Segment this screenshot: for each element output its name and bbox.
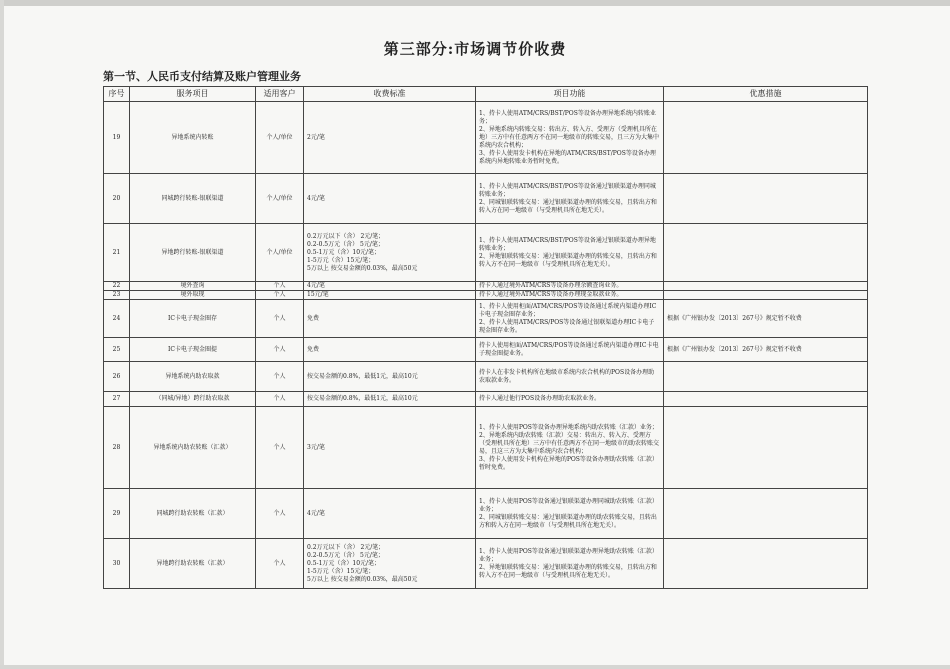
cell-fee: 2元/笔 [304, 102, 476, 174]
table-row [104, 174, 868, 224]
cell-customer: 个人 [256, 291, 304, 300]
cell-no: 21 [104, 224, 130, 282]
table-row [104, 489, 868, 539]
cell-function: 1、持卡人使用柜面/ATM/CRS/POS等设备通过系统内渠道办理IC卡电子现金圈存业务； 2、持卡人使用ATM/CRS/POS等设备通过银联渠道办理IC卡电子现金圈存业务。 [476, 300, 664, 338]
scan-edge-left [0, 0, 4, 669]
scan-edge-bottom [0, 665, 950, 669]
header-discount: 优惠措施 [664, 87, 868, 102]
table-row [104, 102, 868, 174]
table-row [104, 539, 868, 589]
cell-service: （同城/异地）跨行助农取款 [130, 392, 256, 407]
cell-customer: 个人 [256, 362, 304, 392]
cell-customer: 个人 [256, 300, 304, 338]
cell-service: 异地系统内助农取款 [130, 362, 256, 392]
cell-customer: 个人 [256, 338, 304, 362]
cell-no: 27 [104, 392, 130, 407]
cell-discount [664, 174, 868, 224]
cell-function: 1、持卡人使用POS等设备办理异地系统内助农转账（汇款）业务； 2、异地系统内助农转账（汇款）交易：转出方、转入方、受理方（受理机具所在地）三方中有任意两方不在同一地级市的助农转账交易，且这三方为大集中系统内农合机构； 3、持卡人使用发卡机构在异地的POS等设备办理助农转账（汇款）暂时免费。 [476, 407, 664, 489]
page-title: 第三部分:市场调节价收费 [383, 40, 567, 58]
header-fee: 收费标准 [304, 87, 476, 102]
cell-function: 持卡人使用柜面/ATM/CRS/POS等设备通过系统内渠道办理IC卡电子现金圈提业务。 [476, 338, 664, 362]
cell-discount [664, 282, 868, 291]
cell-customer: 个人 [256, 392, 304, 407]
header-no: 序号 [104, 87, 130, 102]
cell-no: 20 [104, 174, 130, 224]
cell-service: IC卡电子现金圈存 [130, 300, 256, 338]
cell-fee: 4元/笔 [304, 489, 476, 539]
cell-discount [664, 489, 868, 539]
cell-no: 29 [104, 489, 130, 539]
table-row [104, 282, 868, 291]
cell-discount [664, 362, 868, 392]
cell-function: 1、持卡人使用POS等设备通过银联渠道办理同城助农转账（汇款）业务； 2、同城银联转账交易：通过银联渠道办理的助农转账交易，且转出方和转入方在同一地级市（与受理机具所在地无关）。 [476, 489, 664, 539]
section-title: 第一节、人民币支付结算及账户管理业务 [103, 70, 301, 83]
cell-discount [664, 539, 868, 589]
scan-edge-top [0, 0, 950, 6]
cell-fee: 15元/笔 [304, 291, 476, 300]
cell-discount [664, 291, 868, 300]
cell-fee: 免费 [304, 338, 476, 362]
cell-function: 持卡人通过他行POS设备办理助农取款业务。 [476, 392, 664, 407]
cell-customer: 个人/单位 [256, 224, 304, 282]
cell-fee: 4元/笔 [304, 282, 476, 291]
cell-no: 25 [104, 338, 130, 362]
cell-function: 持卡人通过境外ATM/CRS等设备办理余额查询业务。 [476, 282, 664, 291]
cell-discount [664, 102, 868, 174]
header-customer: 适用客户 [256, 87, 304, 102]
cell-customer: 个人 [256, 489, 304, 539]
table-row [104, 224, 868, 282]
cell-service: 异地跨行转账-银联渠道 [130, 224, 256, 282]
cell-fee: 免费 [304, 300, 476, 338]
cell-customer: 个人 [256, 407, 304, 489]
cell-service: 境外取现 [130, 291, 256, 300]
cell-fee: 0.2万元以下（含） 2元/笔； 0.2-0.5万元（含） 5元/笔； 0.5-1万元（含）10元/笔； 1-5万元（含）15元/笔； 5万以上 按交易金额的0.03%，最高50元 [304, 539, 476, 589]
cell-no: 19 [104, 102, 130, 174]
cell-service: IC卡电子现金圈提 [130, 338, 256, 362]
cell-no: 30 [104, 539, 130, 589]
cell-function: 1、持卡人使用ATM/CRS/BST/POS等设备通过银联渠道办理同城转账业务； 2、同城银联转账交易：通过银联渠道办理的转账交易，且转出方和转入方在同一地级市（与受理机具所在地无关）。 [476, 174, 664, 224]
cell-no: 26 [104, 362, 130, 392]
cell-function: 1、持卡人使用ATM/CRS/BST/POS等设备办理异地系统内转账业务； 2、异地系统内转账交易：转出方、转入方、受理方（受理机具所在地）三方中有任意两方不在同一地级市的转账交易，且三方为大集中系统内农合机构； 3、持卡人使用发卡机构在异地的ATM/CRS/BST/POS等设备办理系统内异地转账业务暂时免费。 [476, 102, 664, 174]
table-row [104, 338, 868, 362]
cell-service: 同城跨行助农转账（汇款） [130, 489, 256, 539]
cell-service: 异地系统内转账 [130, 102, 256, 174]
table-row [104, 392, 868, 407]
table-row [104, 362, 868, 392]
table-row [104, 407, 868, 489]
cell-no: 28 [104, 407, 130, 489]
cell-fee: 按交易金额的0.8%，最低1元，最高10元 [304, 392, 476, 407]
cell-function: 1、持卡人使用ATM/CRS/BST/POS等设备通过银联渠道办理异地转账业务； 2、异地银联转账交易：通过银联渠道办理的转账交易，且转出方和转入方不在同一地级市（与受理机具所在地无关）。 [476, 224, 664, 282]
cell-fee: 按交易金额的0.8%，最低1元，最高10元 [304, 362, 476, 392]
cell-service: 异地系统内助农转账（汇款） [130, 407, 256, 489]
cell-function: 1、持卡人使用POS等设备通过银联渠道办理异地助农转账（汇款）业务； 2、异地银联转账交易：通过银联渠道办理的转账交易，且转出方和转入方不在同一地级市（与受理机具所在地无关）。 [476, 539, 664, 589]
cell-fee: 4元/笔 [304, 174, 476, 224]
cell-function: 持卡人在非发卡机构所在地级市系统内农合机构的POS设备办理助农取款业务。 [476, 362, 664, 392]
header-service: 服务项目 [130, 87, 256, 102]
cell-customer: 个人/单位 [256, 102, 304, 174]
cell-service: 同城跨行转账-银联渠道 [130, 174, 256, 224]
cell-no: 24 [104, 300, 130, 338]
cell-discount [664, 224, 868, 282]
cell-customer: 个人 [256, 282, 304, 291]
cell-fee: 3元/笔 [304, 407, 476, 489]
cell-customer: 个人 [256, 539, 304, 589]
table-row [104, 300, 868, 338]
header-function: 项目功能 [476, 87, 664, 102]
cell-discount: 根据《广州银办发〔2013〕267号》规定暂不收费 [664, 300, 868, 338]
cell-function: 持卡人通过境外ATM/CRS等设备办理现金取款业务。 [476, 291, 664, 300]
table-header-row [104, 87, 868, 102]
cell-fee: 0.2万元以下（含） 2元/笔； 0.2-0.5万元（含） 5元/笔； 0.5-1万元（含）10元/笔； 1-5万元（含）15元/笔； 5万以上 按交易金额的0.03%，最高50元 [304, 224, 476, 282]
cell-service: 异地跨行助农转账（汇款） [130, 539, 256, 589]
cell-no: 22 [104, 282, 130, 291]
cell-customer: 个人/单位 [256, 174, 304, 224]
cell-service: 境外查询 [130, 282, 256, 291]
fee-table [103, 86, 868, 589]
cell-discount [664, 407, 868, 489]
cell-no: 23 [104, 291, 130, 300]
cell-discount: 根据《广州银办发〔2013〕267号》规定暂不收费 [664, 338, 868, 362]
table-row [104, 291, 868, 300]
cell-discount [664, 392, 868, 407]
